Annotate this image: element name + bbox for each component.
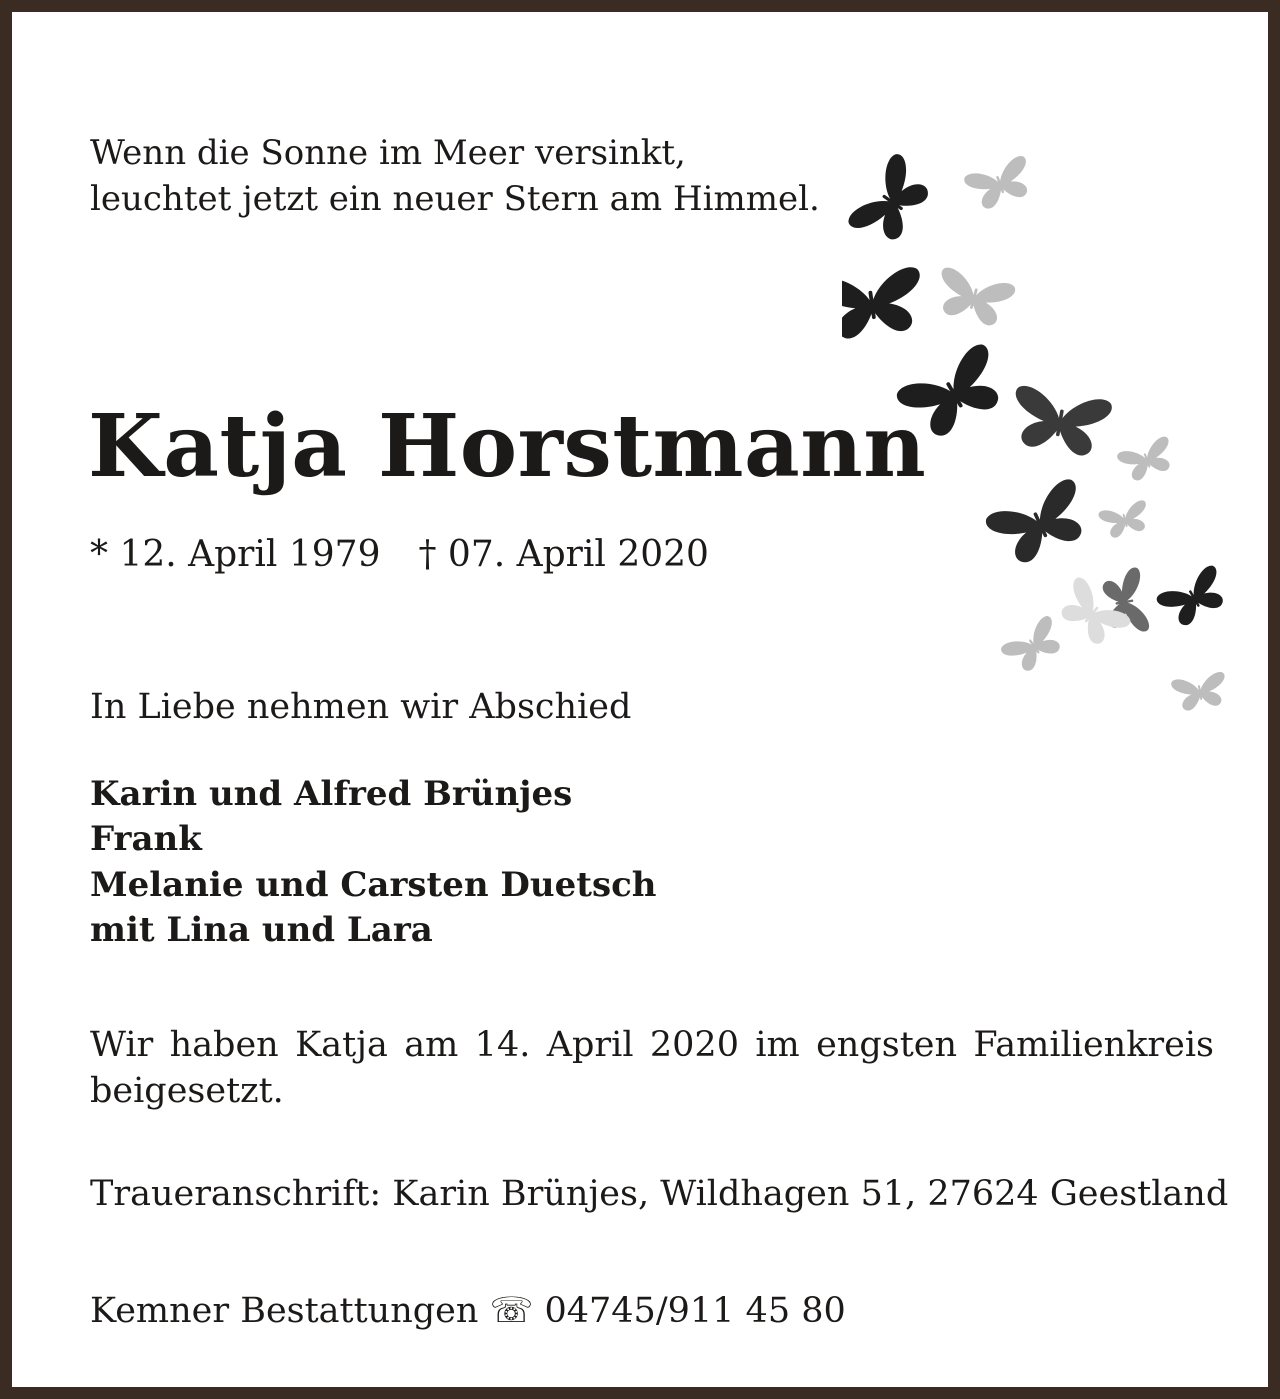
- undertaker-line: [90, 1291, 846, 1331]
- butterfly-10: [1051, 575, 1132, 653]
- mourning-address: Traueranschrift: Karin Brünjes, Wildhagen 51, 27624 Geestland: [90, 1174, 1229, 1214]
- death-date: † 07. April 2020: [418, 534, 709, 575]
- butterfly-1: [846, 152, 939, 253]
- deceased-name: Katja Horstmann: [88, 396, 927, 497]
- butterfly-3: [842, 266, 927, 342]
- birth-date: * 12. April 1979: [90, 534, 381, 575]
- butterfly-6: [1007, 384, 1113, 459]
- butterfly-7: [1116, 435, 1178, 484]
- undertaker-name: Kemner Bestattungen: [90, 1291, 479, 1331]
- butterfly-14: [1171, 671, 1230, 713]
- undertaker-phone: 04745/911 45 80: [544, 1291, 846, 1331]
- life-dates: [90, 534, 709, 575]
- verse-line-2: leuchtet jetzt ein neuer Stern am Himmel.: [90, 179, 820, 219]
- farewell-text: In Liebe nehmen wir Abschied: [90, 687, 632, 727]
- butterfly-13: [999, 614, 1068, 678]
- butterfly-9: [1098, 499, 1153, 540]
- butterfly-2: [963, 154, 1037, 213]
- family-line-1: Karin und Alfred Brünjes: [90, 774, 573, 814]
- butterfly-4: [932, 266, 1017, 330]
- burial-note: Wir haben Katja am 14. April 2020 im engsten Familienkreis beigesetzt.: [90, 1025, 1214, 1111]
- verse-line-1: Wenn die Sonne im Meer versinkt,: [90, 133, 686, 173]
- phone-icon: ☏: [489, 1291, 534, 1331]
- butterfly-8: [983, 477, 1096, 572]
- family-line-3: Melanie und Carsten Duetsch: [90, 865, 657, 905]
- family-line-2: Frank: [90, 819, 202, 859]
- family-line-4: mit Lina und Lara: [90, 910, 433, 950]
- butterfly-11: [1155, 564, 1233, 633]
